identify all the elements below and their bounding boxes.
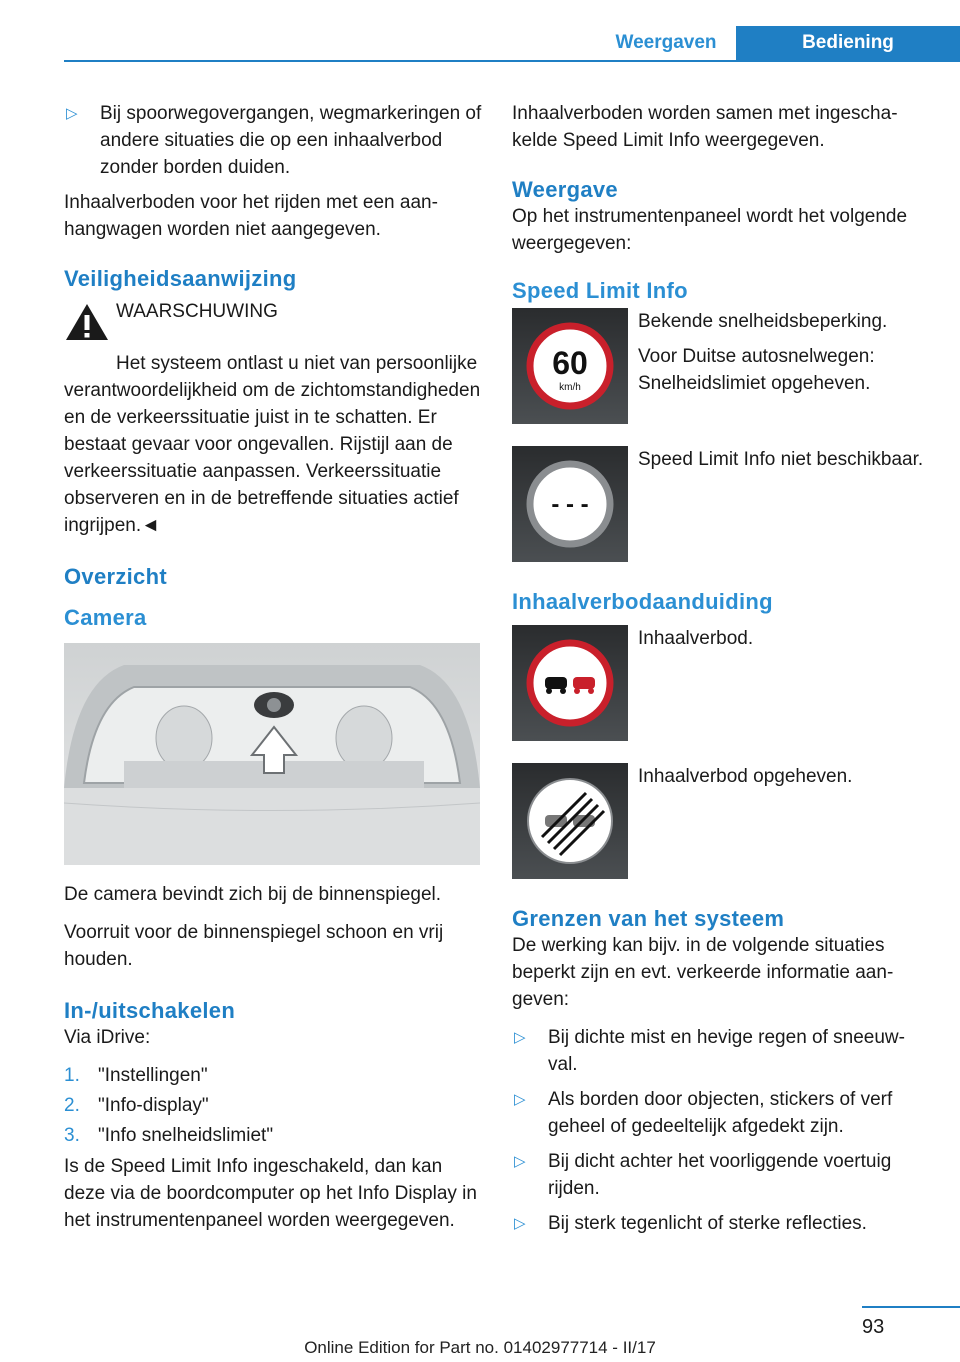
page-number: 93 (862, 1316, 885, 1338)
sign-row-speed-limit (512, 308, 924, 424)
paragraph: Is de Speed Limit Info ingeschakeld, dan kan deze via de boordcomputer op het Info Display in het instrumentenpaneel worden weergegeven. (64, 1156, 477, 1231)
triangle-bullet-icon: ▷ (514, 1091, 526, 1108)
sign-caption: Speed Limit Info niet beschikbaar. (638, 449, 924, 470)
paragraph: Via iDrive: (64, 1027, 151, 1048)
sign-row-overtake-ended (512, 763, 924, 879)
speed-limit-sign-icon (512, 308, 628, 424)
no-overtaking-sign-icon (512, 625, 628, 741)
list-item-text: "Info-display" (98, 1095, 209, 1116)
section-heading-onoff: In-/uitschakelen (64, 998, 236, 1023)
footer-rule (862, 1306, 960, 1308)
warning-text: Het systeem ontlast u niet van persoonlijke verantwoordelijkheid om de zichtomstandigheden en de verkeerssituatie juist in te schatten. Er bestaat gevaar voor ongevallen. Rijstijl aan de verkeerssituatie aanpassen. Verkeerssituatie observeren en in de betreffende situaties actief ingrijpen.◄ (64, 353, 481, 536)
list-number: 2. (64, 1095, 80, 1116)
sign-row-no-overtake (512, 625, 924, 741)
list-number: 3. (64, 1125, 80, 1146)
section-heading-display: Weergave (512, 177, 618, 202)
paragraph: Inhaalverboden voor het rijden met een aanhangwagen worden niet aangegeven. (64, 192, 438, 240)
section-heading-overview: Overzicht (64, 564, 167, 589)
triangle-bullet-icon: ▷ (514, 1153, 526, 1170)
sign-caption: Inhaalverbod. (638, 628, 754, 649)
triangle-bullet-icon: ▷ (66, 105, 78, 122)
section-heading-limits: Grenzen van het systeem (512, 906, 785, 931)
header-rule (64, 60, 960, 62)
warning-block (64, 298, 482, 350)
sign-row-unavailable (512, 446, 924, 562)
sign-caption: Voor Duitse autosnelwegen: Snelheidslimiet opgeheven. (638, 346, 875, 394)
triangle-bullet-icon: ▷ (514, 1215, 526, 1232)
list-item (64, 1092, 482, 1119)
list-item-text: "Instellingen" (98, 1065, 208, 1086)
list-item-text: Bij dichte mist en hevige regen of sneeuwval. (548, 1027, 905, 1075)
right-column (512, 100, 924, 1245)
list-item (512, 1210, 924, 1237)
sub-heading-overtake: Inhaalverbodaanduiding (512, 589, 773, 614)
paragraph: Voorruit voor de binnenspiegel schoon en vrij houden. (64, 922, 444, 970)
list-item (512, 1024, 924, 1078)
tab-bediening[interactable]: Bediening (736, 26, 960, 60)
no-overtaking-ended-sign-icon (512, 763, 628, 879)
list-number: 1. (64, 1065, 80, 1086)
sub-heading-speed-limit-info: Speed Limit Info (512, 278, 688, 303)
sign-speed-value: 60 (552, 345, 588, 381)
list-item (512, 1148, 924, 1202)
edition-footer: Online Edition for Part no. 01402977714 - II/17 (304, 1338, 656, 1357)
triangle-bullet-icon: ▷ (514, 1029, 526, 1046)
list-item (64, 100, 482, 181)
paragraph: Inhaalverboden worden samen met ingeschakelde Speed Limit Info weergegeven. (512, 103, 898, 151)
list-item-text: Bij spoorwegovergangen, wegmarkeringen of andere situaties die op een inhaalverbod zonder borden duiden. (100, 103, 482, 178)
list-item (64, 1122, 482, 1149)
list-item-text: Als borden door objecten, stickers of verf geheel of gedeeltelijk afgedekt zijn. (548, 1089, 893, 1137)
sign-speed-unit: km/h (559, 382, 581, 393)
speed-limit-unavailable-icon (512, 446, 628, 562)
sign-caption: Bekende snelheidsbeperking. (638, 311, 888, 332)
sign-dashes: - - - (551, 491, 589, 518)
sign-caption: Inhaalverbod opgeheven. (638, 766, 853, 787)
section-heading-safety: Veiligheidsaanwijzing (64, 266, 297, 291)
list-item-text: "Info snelheidslimiet" (98, 1125, 274, 1146)
list-item-text: Bij dicht achter het voorliggende voertuig rijden. (548, 1151, 892, 1199)
paragraph: De werking kan bijv. in de volgende situaties beperkt zijn en evt. verkeerde informatie aangeven: (512, 935, 894, 1010)
warning-title: WAARSCHUWING (116, 301, 278, 322)
left-column (64, 100, 482, 1245)
camera-illustration (64, 643, 480, 865)
warning-icon (64, 298, 116, 350)
paragraph: De camera bevindt zich bij de binnenspiegel. (64, 884, 442, 905)
paragraph: Op het instrumentenpaneel wordt het volgende weergegeven: (512, 206, 908, 254)
tab-weergaven[interactable]: Weergaven (615, 32, 717, 53)
list-item-text: Bij sterk tegenlicht of sterke reflecties. (548, 1213, 867, 1234)
sub-heading-camera: Camera (64, 605, 147, 630)
list-item (512, 1086, 924, 1140)
list-item (64, 1062, 482, 1089)
